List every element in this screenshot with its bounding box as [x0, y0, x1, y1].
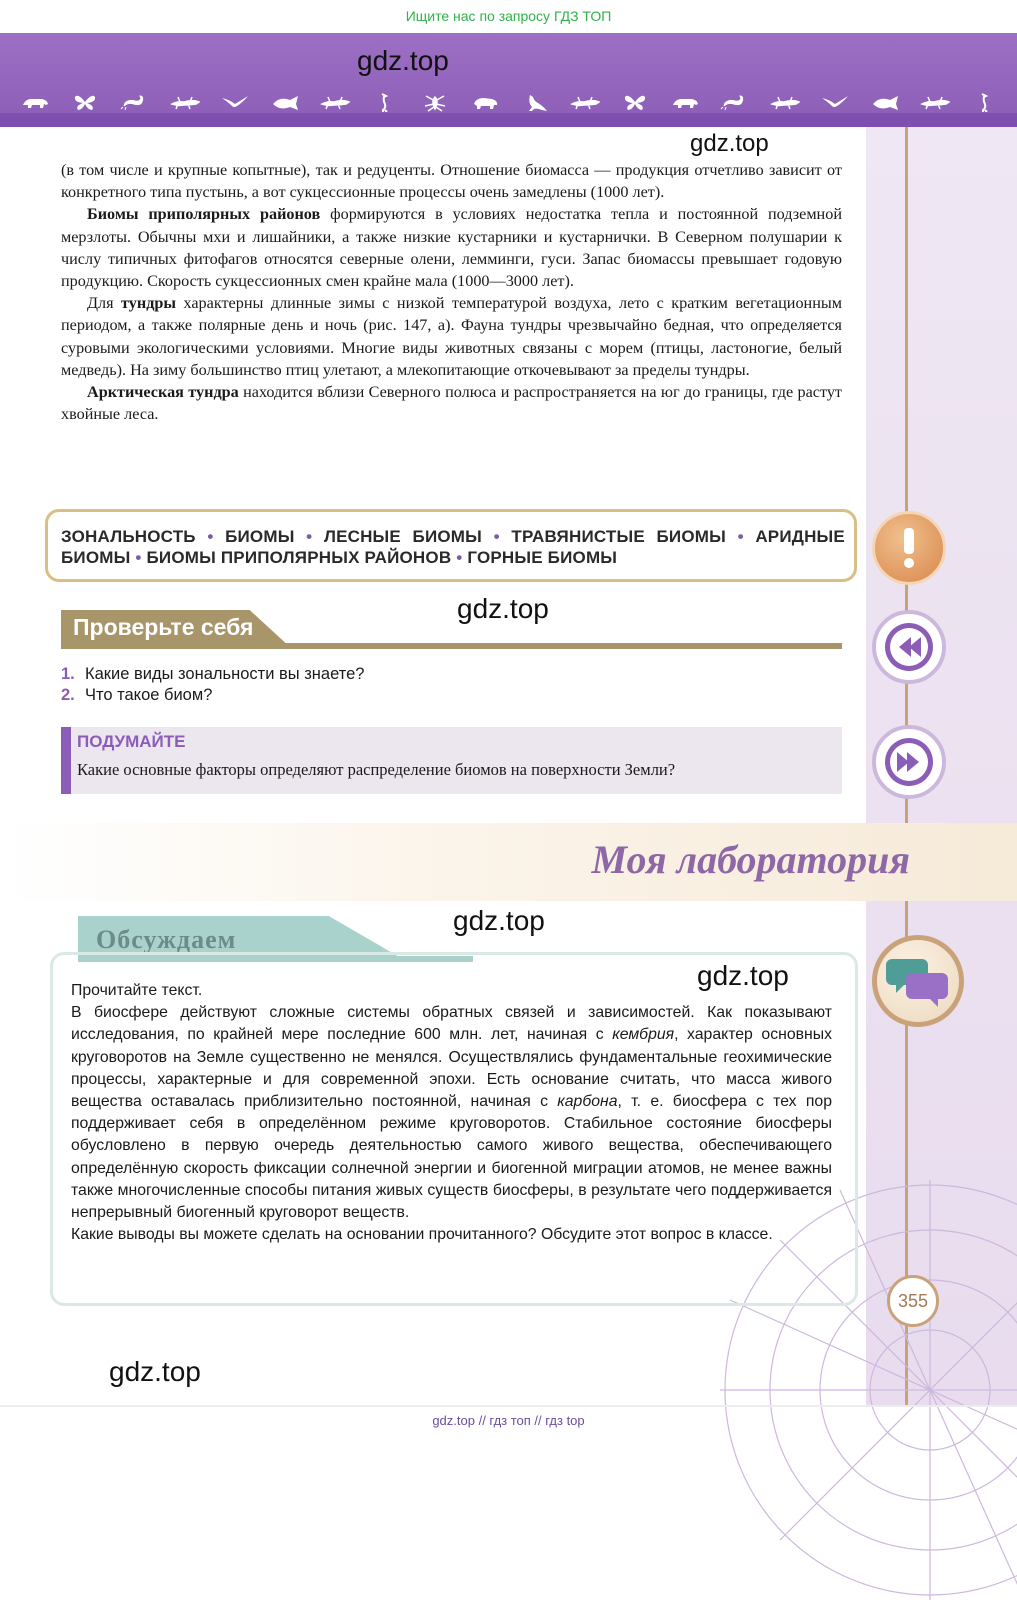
watermark: gdz.top	[697, 960, 789, 991]
lizard-icon	[170, 92, 200, 112]
page-number: 355	[887, 1275, 939, 1327]
butterfly-icon	[70, 92, 100, 112]
term: Биомы приполярных районов	[87, 205, 321, 224]
think-question: Какие основные факторы определяют распределение биомов на поверхности Земли?	[77, 760, 676, 779]
check-yourself-underline	[61, 643, 842, 649]
check-yourself-title: Проверьте себя	[73, 614, 254, 640]
think-title: ПОДУМАЙТЕ	[77, 732, 186, 751]
fish-icon	[270, 92, 300, 112]
top-banner[interactable]: Ищите нас по запросу ГДЗ ТОП	[405, 8, 612, 24]
fish-icon	[870, 92, 900, 112]
fast-forward-icon	[881, 734, 937, 790]
forward-navigation-button[interactable]	[872, 725, 946, 799]
animal-strip	[20, 86, 1000, 118]
heron-icon	[370, 92, 400, 112]
footer-links[interactable]: gdz.top // гдз топ // гдз top	[432, 1413, 585, 1428]
footer-divider	[0, 1405, 1017, 1407]
lizard-icon	[320, 92, 350, 112]
question-item: 1. Какие виды зональности вы знаете?	[61, 665, 365, 683]
paragraph: Биомы приполярных районов формируются в условиях недостатка тепла и постоянной подземной мерзлоты. Обычны мхи и лишайники, а также низкие кустарники и кустарнички. В Северном полушарии к числу типичных фитофагов относятся северные олени, лемминги, гуси. Запас биомассы превышает годовую продукцию. Скорость сукцессионных смен крайне мала (1000—3000 лет).	[61, 205, 842, 291]
rhino-icon	[670, 92, 700, 112]
boar-icon	[470, 92, 500, 112]
back-navigation-button[interactable]	[872, 610, 946, 684]
watermark: gdz.top	[453, 905, 545, 936]
exclamation-icon	[872, 511, 946, 585]
question-item: 2. Что такое биом?	[61, 686, 213, 704]
think-accent-bar	[61, 727, 71, 794]
body-text	[61, 159, 842, 425]
watermark: gdz.top	[109, 1356, 201, 1387]
watermark: gdz.top	[357, 45, 449, 76]
rhino-icon	[20, 92, 50, 112]
lab-title: Моя лаборатория	[591, 837, 910, 882]
paragraph: Какие выводы вы можете сделать на основании прочитанного? Обсудите этот вопрос в классе.	[71, 1226, 773, 1244]
lizard-icon	[920, 92, 950, 112]
watermark: gdz.top	[690, 130, 769, 157]
bird-icon	[220, 92, 250, 112]
butterfly-icon	[620, 92, 650, 112]
paragraph: Для тундры характерны длинные зимы с низкой температурой воздуха, лето с кратким вегетационным периодом, а также полярные день и ночь (рис. 147, а). Фауна тундры чрезвычайно бедная, что определяется суровыми экологическими условиями. Многие виды животных связаны с морем (птицы, ластоногие, белый медведь). На зиму большинство птиц улетают, а млекопитающие откочевывают за пределы тундры.	[61, 294, 842, 379]
scorpion-icon	[120, 92, 150, 112]
scorpion-icon	[720, 92, 750, 112]
watermark: gdz.top	[457, 593, 549, 624]
paragraph: Прочитайте текст.	[71, 982, 203, 999]
lizard-icon	[570, 92, 600, 112]
bird-icon	[820, 92, 850, 112]
term: тундры	[121, 294, 177, 313]
paragraph: В биосфере действуют сложные системы обратных связей и зависимостей. Как показывают исследования, по крайней мере последние 600 млн. лет, начиная с кембрия, характер основных круговоротов на Земле существенно не менялся. Осуществлялись фундаментальные геохимические процессы, характерные и для современной эпохи. Есть основание считать, что масса живого вещества оставалась приблизительно постоянной, начиная с карбона, т. е. биосфера с тех пор поддерживает себя в определённом режиме круговоротов. Стабильное состояние биосферы обусловлено в первую очередь деятельностью самого живого вещества, обеспечивающего определённую скорость фиксации солнечной энергии и биогенной миграции атомов, не менее важны также многочисленные способы питания живых существ биосферы, в результате чего поддерживается непрерывный биогенный круговорот веществ.	[71, 1004, 832, 1222]
heron-icon	[970, 92, 1000, 112]
discuss-title: Обсуждаем	[96, 925, 237, 954]
discuss-text	[71, 980, 832, 1246]
keywords-list: ЗОНАЛЬНОСТЬ • БИОМЫ • ЛЕСНЫЕ БИОМЫ • ТРАВЯНИСТЫЕ БИОМЫ • АРИДНЫЕ БИОМЫ • БИОМЫ ПРИПОЛЯРНЫХ РАЙОНОВ • ГОРНЫЕ БИОМЫ	[61, 527, 845, 567]
discussion-icon	[872, 935, 964, 1027]
paragraph: (в том числе и крупные копытные), так и редуценты. Отношение биомасса — продукция отчетливо зависит от конкретного типа пустынь, а вот сукцессионные процессы очень замедлены (1000 лет).	[61, 161, 842, 202]
kangaroo-icon	[520, 92, 550, 112]
rewind-icon	[881, 619, 937, 675]
paragraph: Арктическая тундра находится вблизи Северного полюса и распространяется на юг до границы, где растут хвойные леса.	[61, 383, 843, 424]
lizard-icon	[770, 92, 800, 112]
term: Арктическая тундра	[87, 383, 239, 402]
insect-icon	[420, 92, 450, 112]
